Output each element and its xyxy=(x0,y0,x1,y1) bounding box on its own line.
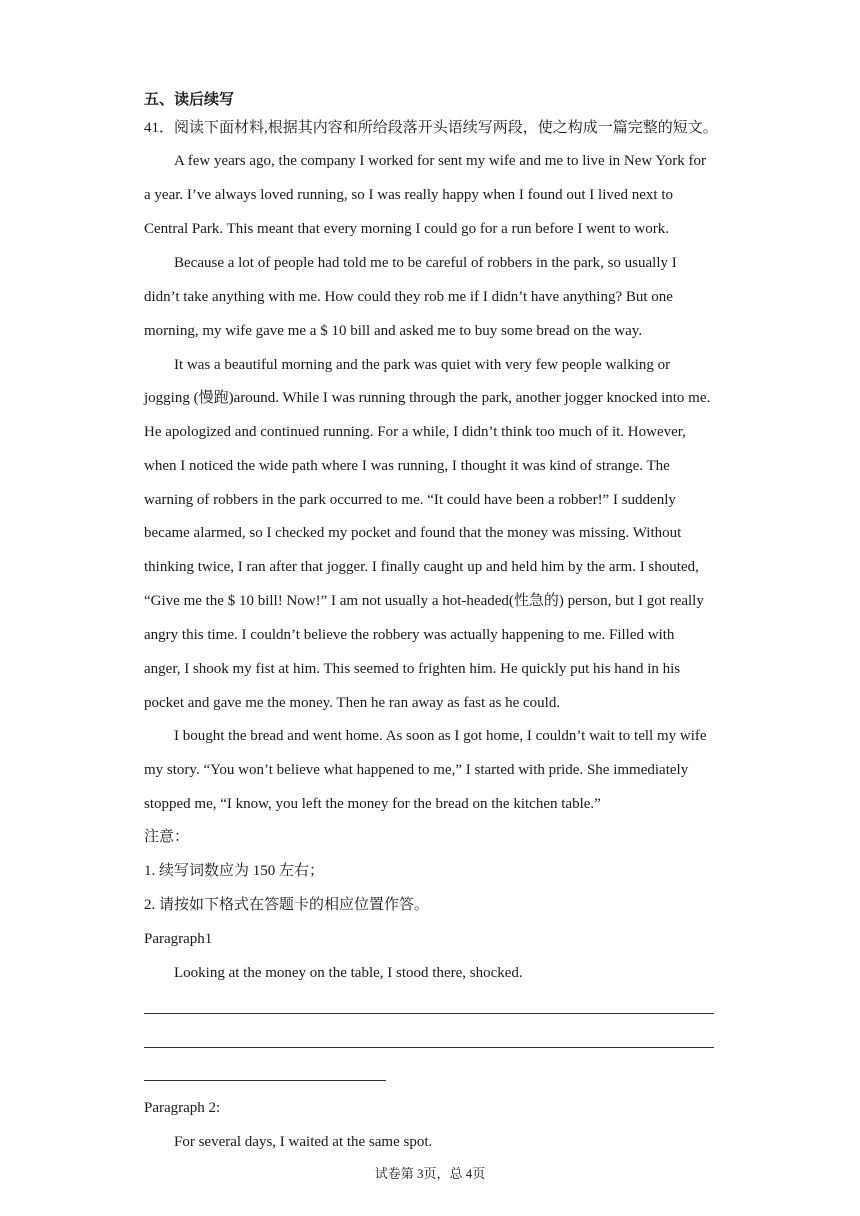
section-title: 五、读后续写 xyxy=(144,92,235,108)
passage-line: A few years ago, the company I worked for sent my wife and me to live in New York for xyxy=(174,153,706,169)
answer-line xyxy=(144,1047,714,1048)
passage-line: became alarmed, so I checked my pocket and found that the money was missing. Without xyxy=(144,525,682,541)
paragraph2-label: Paragraph 2: xyxy=(144,1100,221,1116)
passage-line: Because a lot of people had told me to be careful of robbers in the park, so usually I xyxy=(174,255,677,271)
passage-line: Central Park. This meant that every morning I could go for a run before I went to work. xyxy=(144,221,669,237)
passage-line: morning, my wife gave me a $ 10 bill and asked me to buy some bread on the way. xyxy=(144,323,643,339)
page-footer: 试卷第 3页，总 4页 xyxy=(374,1166,486,1181)
passage-line: didn’t take anything with me. How could they rob me if I didn’t have anything? But one xyxy=(144,289,673,305)
passage-line: stopped me, “I know, you left the money for the bread on the kitchen table.” xyxy=(144,796,601,812)
passage-line: warning of robbers in the park occurred to me. “It could have been a robber!” I suddenly xyxy=(144,492,676,508)
note-item: 1. 续写词数应为 150 左右； xyxy=(144,863,325,879)
passage-line: It was a beautiful morning and the park was quiet with very few people walking or xyxy=(174,357,671,373)
answer-line xyxy=(144,1080,386,1081)
answer-line xyxy=(144,1013,714,1014)
passage-line: my story. “You won’t believe what happened to me,” I started with pride. She immediately xyxy=(144,762,689,778)
paragraph1-opening: Looking at the money on the table, I stood there, shocked. xyxy=(174,965,523,981)
passage-line: jogging (慢跑)around. While I was running through the park, another jogger knocked into me. xyxy=(144,390,711,406)
question-prompt: 41．阅读下面材料,根据其内容和所给段落开头语续写两段，使之构成一篇完整的短文。 xyxy=(144,120,718,136)
passage-line: He apologized and continued running. For a while, I didn’t think too much of it. However, xyxy=(144,424,686,440)
passage-line: a year. I’ve always loved running, so I was really happy when I found out I lived next to xyxy=(144,187,674,203)
paragraph2-opening: For several days, I waited at the same spot. xyxy=(174,1134,433,1150)
note-item: 2. 请按如下格式在答题卡的相应位置作答。 xyxy=(144,897,430,913)
passage-line: “Give me the $ 10 bill! Now!” I am not usually a hot-headed(性急的) person, but I got really xyxy=(144,593,704,609)
passage-line: I bought the bread and went home. As soon as I got home, I couldn’t wait to tell my wife xyxy=(174,728,707,744)
passage-line: anger, I shook my fist at him. This seemed to frighten him. He quickly put his hand in his xyxy=(144,661,681,677)
passage-line: angry this time. I couldn’t believe the robbery was actually happening to me. Filled with xyxy=(144,627,675,643)
passage-line: thinking twice, I ran after that jogger. I finally caught up and held him by the arm. I shouted, xyxy=(144,559,699,575)
passage-line: pocket and gave me the money. Then he ran away as fast as he could. xyxy=(144,695,561,711)
notes-title: 注意： xyxy=(144,829,190,845)
paragraph1-label: Paragraph1 xyxy=(144,931,213,947)
passage-line: when I noticed the wide path where I was running, I thought it was kind of strange. The xyxy=(144,458,670,474)
